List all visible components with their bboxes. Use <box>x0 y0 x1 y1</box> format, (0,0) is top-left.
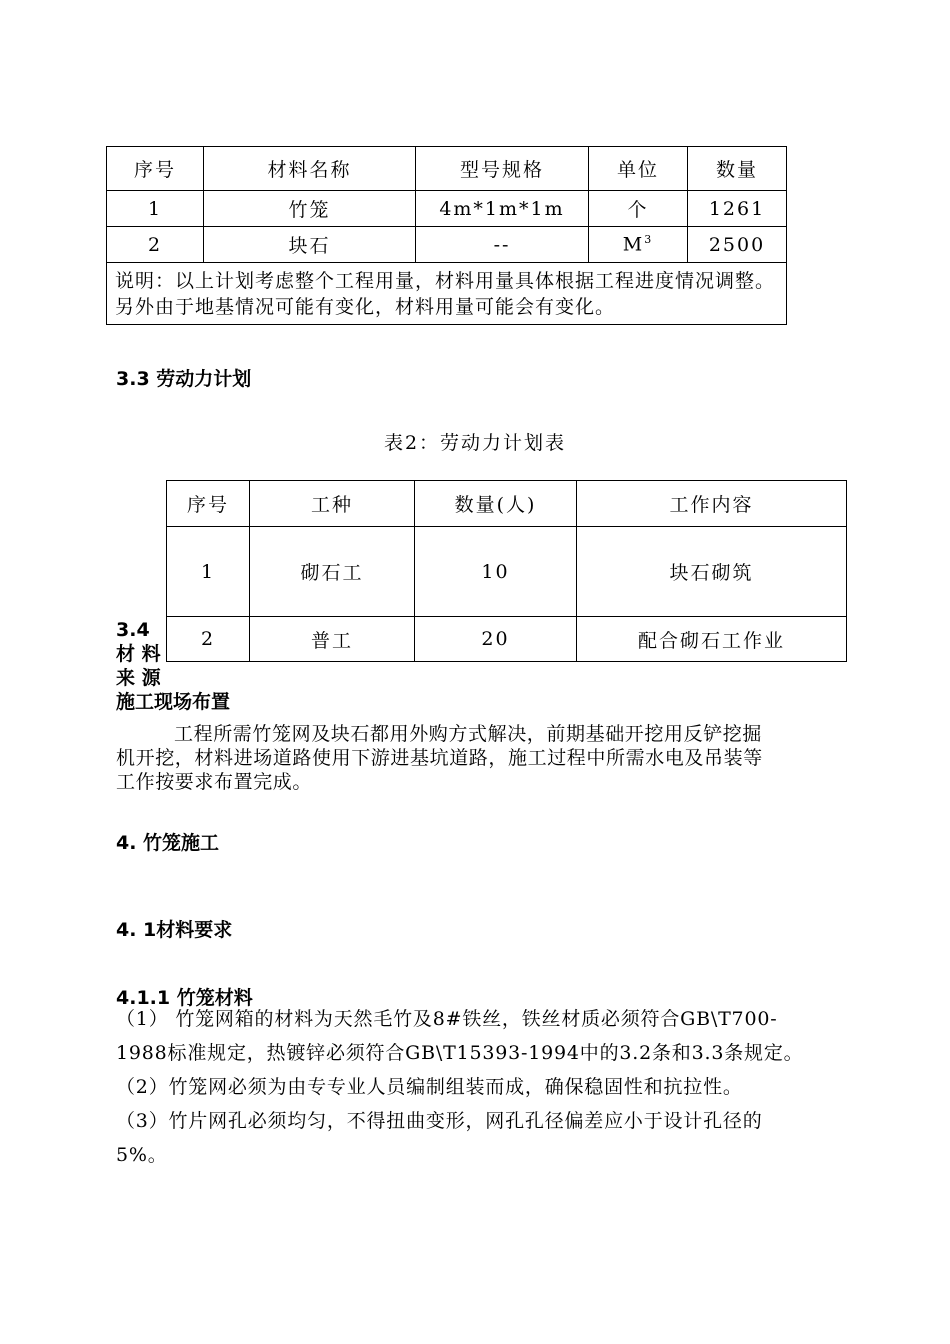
section-4-1-heading: 4. 1材料要求 <box>116 919 233 941</box>
list-item: 5%。 <box>116 1144 168 1166</box>
unit-text: M <box>622 233 645 256</box>
table-cell: 竹笼 <box>204 191 416 227</box>
list-item: （3）竹片网孔必须均匀，不得扭曲变形，网孔孔径偏差应小于设计孔径的 <box>116 1110 763 1132</box>
header-cell: 数量 <box>688 147 787 191</box>
header-cell: 工种 <box>250 481 415 527</box>
header-cell: 工作内容 <box>577 481 847 527</box>
table-cell: 20 <box>415 617 577 662</box>
paragraph-line: 工程所需竹笼网及块石都用外购方式解决，前期基础开挖用反铲挖掘 <box>174 723 763 745</box>
materials-table <box>106 146 787 325</box>
table-row <box>107 227 787 263</box>
heading-line: 施工现场布置 <box>116 691 231 713</box>
section-4-1-1-heading: 4.1.1 竹笼材料 <box>116 987 253 1009</box>
table-cell: 1 <box>167 527 250 617</box>
table-cell: -- <box>416 227 589 263</box>
list-item: （2）竹笼网必须为由专专业人员编制组装而成，确保稳固性和抗拉性。 <box>116 1076 743 1098</box>
table-row <box>107 191 787 227</box>
header-cell: 序号 <box>107 147 204 191</box>
labor-table <box>166 480 847 662</box>
table-cell: 4m*1m*1m <box>416 191 589 227</box>
table-header-row <box>167 481 847 527</box>
heading-line: 来 源 <box>116 667 161 689</box>
table-header-row <box>107 147 787 191</box>
table-note: 说明：以上计划考虑整个工程用量，材料用量具体根据工程进度情况调整。另外由于地基情况可能有变化，材料用量可能会有变化。 <box>107 263 787 325</box>
table-cell: 块石 <box>204 227 416 263</box>
material-spec-list <box>116 1002 876 1172</box>
header-cell: 序号 <box>167 481 250 527</box>
header-cell: 型号规格 <box>416 147 589 191</box>
section-4-heading: 4. 竹笼施工 <box>116 832 220 854</box>
list-item: （1） 竹笼网箱的材料为天然毛竹及8#铁丝，铁丝材质必须符合GB\T700- <box>116 1008 778 1030</box>
section-3-4-heading <box>116 618 230 714</box>
table-cell: 配合砌石工作业 <box>577 617 847 662</box>
paragraph-line: 机开挖，材料进场道路使用下游进基坑道路，施工过程中所需水电及吊装等 <box>116 747 763 769</box>
paragraph-line: 工作按要求布置完成。 <box>116 771 313 793</box>
labor-table-caption: 表2：劳动力计划表 <box>383 432 567 454</box>
table-cell: 2 <box>107 227 204 263</box>
table-cell: 块石砌筑 <box>577 527 847 617</box>
header-cell: 单位 <box>589 147 688 191</box>
heading-number: 3.4 <box>116 619 150 641</box>
table-cell: 2 <box>167 617 250 662</box>
header-cell: 材料名称 <box>204 147 416 191</box>
note-row <box>107 263 787 325</box>
table-cell: 1 <box>107 191 204 227</box>
table-cell: 10 <box>415 527 577 617</box>
table-cell: 砌石工 <box>250 527 415 617</box>
list-item: 1988标准规定，热镀锌必须符合GB\T15393-1994中的3.2条和3.3条规定。 <box>116 1042 804 1064</box>
section-3-3-heading: 3.3 劳动力计划 <box>116 368 252 390</box>
table-cell: 2500 <box>688 227 787 263</box>
table-cell: 普工 <box>250 617 415 662</box>
table-cell: 1261 <box>688 191 787 227</box>
section-3-4-paragraph <box>116 722 866 794</box>
heading-line: 材 料 <box>116 643 161 665</box>
table-row <box>167 527 847 617</box>
header-cell: 数量(人) <box>415 481 577 527</box>
table-cell: 个 <box>589 191 688 227</box>
unit-superscript: 3 <box>644 233 654 247</box>
unit-cell <box>589 227 688 263</box>
table-row <box>167 617 847 662</box>
